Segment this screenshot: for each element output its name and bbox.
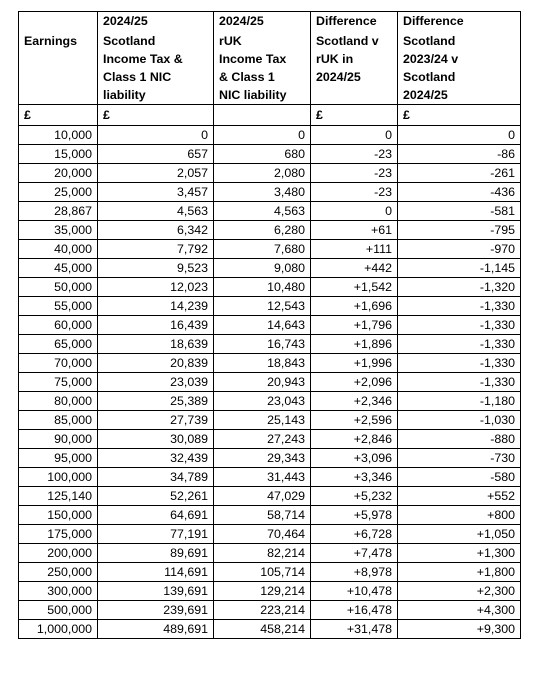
scotland-liability-cell: 16,439 [98, 316, 214, 335]
scotland-liability-cell: 657 [98, 145, 214, 164]
difference-scotland-ruk-cell: +1,542 [311, 278, 398, 297]
header-scotland-liability [98, 32, 214, 105]
earnings-cell: 50,000 [19, 278, 98, 297]
header-line: 2023/24 v [403, 52, 459, 66]
ruk-liability-cell: 223,214 [214, 601, 311, 620]
difference-year-on-year-cell: +1,800 [398, 563, 521, 582]
header-difference-scotland-ruk [311, 32, 398, 105]
ruk-liability-cell: 14,643 [214, 316, 311, 335]
scotland-liability-cell: 18,639 [98, 335, 214, 354]
difference-scotland-ruk-cell: +5,978 [311, 506, 398, 525]
table-row [19, 620, 521, 639]
header-title-row [19, 32, 521, 105]
difference-scotland-ruk-cell: 0 [311, 202, 398, 221]
difference-year-on-year-cell: -1,330 [398, 297, 521, 316]
scotland-liability-cell: 77,191 [98, 525, 214, 544]
table-row [19, 506, 521, 525]
header-year-cell: 2024/25 [214, 12, 311, 33]
ruk-liability-cell: 20,943 [214, 373, 311, 392]
ruk-liability-cell: 10,480 [214, 278, 311, 297]
ruk-liability-cell: 18,843 [214, 354, 311, 373]
table-row [19, 563, 521, 582]
difference-scotland-ruk-cell: +5,232 [311, 487, 398, 506]
table-row [19, 145, 521, 164]
header-line: Earnings [24, 34, 78, 48]
table-row [19, 316, 521, 335]
earnings-cell: 250,000 [19, 563, 98, 582]
difference-scotland-ruk-cell: +31,478 [311, 620, 398, 639]
difference-year-on-year-cell: -261 [398, 164, 521, 183]
scotland-liability-cell: 114,691 [98, 563, 214, 582]
difference-scotland-ruk-cell: +2,846 [311, 430, 398, 449]
header-line: rUK in [316, 52, 354, 66]
table-row [19, 335, 521, 354]
earnings-cell: 200,000 [19, 544, 98, 563]
difference-year-on-year-cell: -1,330 [398, 316, 521, 335]
difference-year-on-year-cell: -1,330 [398, 335, 521, 354]
ruk-liability-cell: 3,480 [214, 183, 311, 202]
table-row [19, 278, 521, 297]
header-ruk-liability [214, 32, 311, 105]
header-line: Scotland [103, 34, 156, 48]
scotland-liability-cell: 239,691 [98, 601, 214, 620]
difference-scotland-ruk-cell: +2,096 [311, 373, 398, 392]
ruk-liability-cell: 9,080 [214, 259, 311, 278]
scotland-liability-cell: 139,691 [98, 582, 214, 601]
table-row [19, 544, 521, 563]
ruk-liability-cell: 47,029 [214, 487, 311, 506]
scotland-liability-cell: 25,389 [98, 392, 214, 411]
scotland-liability-cell: 52,261 [98, 487, 214, 506]
difference-scotland-ruk-cell: +3,346 [311, 468, 398, 487]
difference-year-on-year-cell: -1,320 [398, 278, 521, 297]
header-year-cell: Difference [311, 12, 398, 33]
ruk-liability-cell: 6,280 [214, 221, 311, 240]
ruk-liability-cell: 58,714 [214, 506, 311, 525]
ruk-liability-cell: 12,543 [214, 297, 311, 316]
ruk-liability-cell: 680 [214, 145, 311, 164]
unit-cell: £ [398, 105, 521, 126]
difference-year-on-year-cell: -86 [398, 145, 521, 164]
difference-year-on-year-cell: +800 [398, 506, 521, 525]
table-row [19, 525, 521, 544]
earnings-cell: 65,000 [19, 335, 98, 354]
header-line: Income Tax [219, 52, 287, 66]
unit-cell: £ [311, 105, 398, 126]
table-row [19, 183, 521, 202]
ruk-liability-cell: 105,714 [214, 563, 311, 582]
unit-cell: £ [98, 105, 214, 126]
earnings-cell: 175,000 [19, 525, 98, 544]
difference-year-on-year-cell: -1,330 [398, 373, 521, 392]
ruk-liability-cell: 23,043 [214, 392, 311, 411]
difference-year-on-year-cell: +4,300 [398, 601, 521, 620]
earnings-cell: 85,000 [19, 411, 98, 430]
earnings-cell: 1,000,000 [19, 620, 98, 639]
difference-scotland-ruk-cell: +16,478 [311, 601, 398, 620]
header-line: Scotland [403, 70, 456, 84]
difference-scotland-ruk-cell: +6,728 [311, 525, 398, 544]
header-line: 2024/25 [316, 70, 361, 84]
difference-year-on-year-cell: -880 [398, 430, 521, 449]
table-row [19, 164, 521, 183]
header-line: liability [103, 88, 146, 102]
difference-year-on-year-cell: +1,300 [398, 544, 521, 563]
earnings-cell: 15,000 [19, 145, 98, 164]
table-row [19, 487, 521, 506]
ruk-liability-cell: 29,343 [214, 449, 311, 468]
scotland-liability-cell: 7,792 [98, 240, 214, 259]
scotland-liability-cell: 6,342 [98, 221, 214, 240]
table-row [19, 240, 521, 259]
difference-year-on-year-cell: 0 [398, 126, 521, 145]
table-row [19, 582, 521, 601]
difference-year-on-year-cell: -581 [398, 202, 521, 221]
table-row [19, 392, 521, 411]
difference-year-on-year-cell: +552 [398, 487, 521, 506]
scotland-liability-cell: 27,739 [98, 411, 214, 430]
header-units-row [19, 105, 521, 126]
scotland-liability-cell: 9,523 [98, 259, 214, 278]
difference-scotland-ruk-cell: +3,096 [311, 449, 398, 468]
ruk-liability-cell: 4,563 [214, 202, 311, 221]
table-row [19, 297, 521, 316]
scotland-liability-cell: 12,023 [98, 278, 214, 297]
header-line: Scotland v [316, 34, 379, 48]
difference-year-on-year-cell: -730 [398, 449, 521, 468]
header-line: Class 1 NIC [103, 70, 172, 84]
earnings-cell: 45,000 [19, 259, 98, 278]
ruk-liability-cell: 0 [214, 126, 311, 145]
header-line: Income Tax & [103, 52, 183, 66]
difference-year-on-year-cell: -795 [398, 221, 521, 240]
scotland-liability-cell: 0 [98, 126, 214, 145]
header-line: Scotland [403, 34, 456, 48]
header-earnings [19, 32, 98, 105]
scotland-liability-cell: 32,439 [98, 449, 214, 468]
header-year-row [19, 12, 521, 33]
header-difference-year-on-year [398, 32, 521, 105]
earnings-cell: 35,000 [19, 221, 98, 240]
difference-scotland-ruk-cell: +61 [311, 221, 398, 240]
table-row [19, 468, 521, 487]
difference-scotland-ruk-cell: +7,478 [311, 544, 398, 563]
table-row [19, 202, 521, 221]
table-row [19, 221, 521, 240]
earnings-cell: 25,000 [19, 183, 98, 202]
scotland-liability-cell: 489,691 [98, 620, 214, 639]
difference-scotland-ruk-cell: +442 [311, 259, 398, 278]
header-line: & Class 1 [219, 70, 275, 84]
earnings-cell: 300,000 [19, 582, 98, 601]
difference-year-on-year-cell: +1,050 [398, 525, 521, 544]
ruk-liability-cell: 25,143 [214, 411, 311, 430]
earnings-cell: 80,000 [19, 392, 98, 411]
earnings-cell: 60,000 [19, 316, 98, 335]
difference-scotland-ruk-cell: +1,996 [311, 354, 398, 373]
ruk-liability-cell: 2,080 [214, 164, 311, 183]
difference-scotland-ruk-cell: +8,978 [311, 563, 398, 582]
ruk-liability-cell: 70,464 [214, 525, 311, 544]
earnings-cell: 500,000 [19, 601, 98, 620]
header-year-cell: Difference [398, 12, 521, 33]
scotland-liability-cell: 3,457 [98, 183, 214, 202]
header-line: rUK [219, 34, 242, 48]
scotland-liability-cell: 14,239 [98, 297, 214, 316]
difference-scotland-ruk-cell: +1,896 [311, 335, 398, 354]
table-row [19, 259, 521, 278]
scotland-liability-cell: 20,839 [98, 354, 214, 373]
scotland-liability-cell: 89,691 [98, 544, 214, 563]
table-row [19, 601, 521, 620]
scotland-liability-cell: 34,789 [98, 468, 214, 487]
difference-scotland-ruk-cell: +111 [311, 240, 398, 259]
ruk-liability-cell: 7,680 [214, 240, 311, 259]
scotland-liability-cell: 30,089 [98, 430, 214, 449]
earnings-cell: 125,140 [19, 487, 98, 506]
table-row [19, 411, 521, 430]
header-year-cell: 2024/25 [98, 12, 214, 33]
ruk-liability-cell: 129,214 [214, 582, 311, 601]
difference-scotland-ruk-cell: 0 [311, 126, 398, 145]
scotland-liability-cell: 4,563 [98, 202, 214, 221]
scotland-liability-cell: 23,039 [98, 373, 214, 392]
header-year-cell [19, 12, 98, 33]
unit-cell [214, 105, 311, 126]
earnings-cell: 150,000 [19, 506, 98, 525]
earnings-cell: 55,000 [19, 297, 98, 316]
earnings-cell: 20,000 [19, 164, 98, 183]
difference-scotland-ruk-cell: -23 [311, 183, 398, 202]
earnings-cell: 40,000 [19, 240, 98, 259]
earnings-cell: 90,000 [19, 430, 98, 449]
earnings-cell: 70,000 [19, 354, 98, 373]
unit-cell: £ [19, 105, 98, 126]
difference-scotland-ruk-cell: +1,796 [311, 316, 398, 335]
difference-scotland-ruk-cell: -23 [311, 164, 398, 183]
ruk-liability-cell: 82,214 [214, 544, 311, 563]
scotland-liability-cell: 64,691 [98, 506, 214, 525]
table-row [19, 373, 521, 392]
difference-year-on-year-cell: +2,300 [398, 582, 521, 601]
earnings-cell: 10,000 [19, 126, 98, 145]
tax-comparison-table [18, 11, 521, 639]
difference-scotland-ruk-cell: +2,346 [311, 392, 398, 411]
difference-year-on-year-cell: -1,145 [398, 259, 521, 278]
table-row [19, 126, 521, 145]
header-line: 2024/25 [403, 88, 448, 102]
table-row [19, 430, 521, 449]
difference-scotland-ruk-cell: +1,696 [311, 297, 398, 316]
ruk-liability-cell: 16,743 [214, 335, 311, 354]
difference-year-on-year-cell: -436 [398, 183, 521, 202]
earnings-cell: 75,000 [19, 373, 98, 392]
earnings-cell: 95,000 [19, 449, 98, 468]
ruk-liability-cell: 27,243 [214, 430, 311, 449]
difference-year-on-year-cell: +9,300 [398, 620, 521, 639]
difference-year-on-year-cell: -1,330 [398, 354, 521, 373]
difference-year-on-year-cell: -580 [398, 468, 521, 487]
ruk-liability-cell: 31,443 [214, 468, 311, 487]
table-body [19, 12, 521, 639]
table-row [19, 354, 521, 373]
ruk-liability-cell: 458,214 [214, 620, 311, 639]
scotland-liability-cell: 2,057 [98, 164, 214, 183]
earnings-cell: 28,867 [19, 202, 98, 221]
difference-year-on-year-cell: -970 [398, 240, 521, 259]
difference-scotland-ruk-cell: -23 [311, 145, 398, 164]
difference-scotland-ruk-cell: +2,596 [311, 411, 398, 430]
difference-year-on-year-cell: -1,030 [398, 411, 521, 430]
earnings-cell: 100,000 [19, 468, 98, 487]
table-row [19, 449, 521, 468]
difference-scotland-ruk-cell: +10,478 [311, 582, 398, 601]
difference-year-on-year-cell: -1,180 [398, 392, 521, 411]
header-line: NIC liability [219, 88, 287, 102]
